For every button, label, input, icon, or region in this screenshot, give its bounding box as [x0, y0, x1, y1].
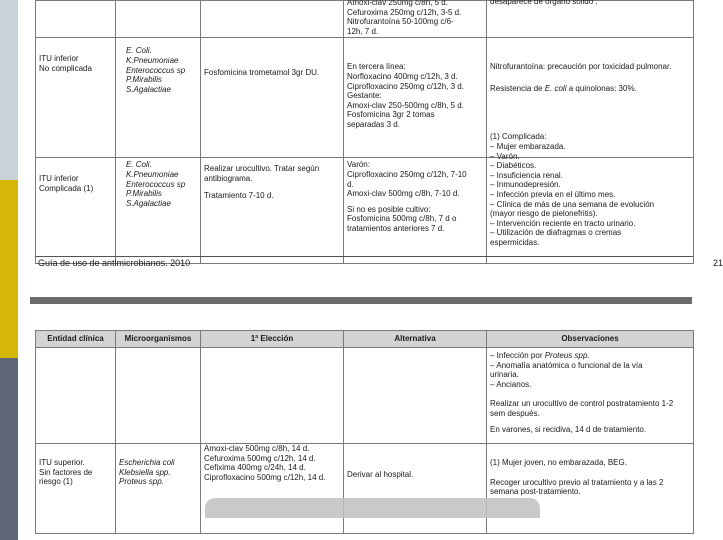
sidebar-band-bottom — [0, 358, 18, 540]
page-footer — [35, 256, 723, 269]
cell-micro — [116, 348, 201, 444]
cell-obs — [487, 132, 694, 264]
cell-alt — [344, 444, 487, 534]
text-run: – Infección por — [490, 351, 545, 360]
list-item: – Clínica de más de una semana de evolución — [490, 199, 655, 209]
cell-first — [201, 1, 344, 38]
list-item: (mayor riesgo de pielonefritis). — [490, 209, 598, 219]
cell-alt — [344, 158, 487, 264]
cell-micro — [116, 444, 201, 534]
text-line: E. Coli. — [126, 160, 152, 170]
list-item: – Varón. — [490, 151, 520, 161]
table-row — [36, 158, 694, 264]
text-line: P.Mirabilis — [126, 189, 162, 199]
slide-sidebar — [0, 0, 18, 540]
text-line: ITU inferior — [39, 54, 79, 64]
text-line: Recoger urocultivo previo al tratamiento y a las 2 semana post-tratamiento. — [490, 477, 664, 497]
list-item: – Anomalía anatómica o funcional de la vía — [490, 360, 643, 370]
text-line: Si no es posible cultivo: — [347, 204, 431, 214]
text-run: a quinolonas: 30%. — [566, 83, 637, 93]
cell-micro — [116, 158, 201, 264]
text-line: Complicada (1) — [39, 183, 94, 193]
text-line: (1) Mujer joven, no embarazada, BEG. — [490, 458, 627, 467]
cell-entity — [36, 38, 116, 158]
list-item: – Diabéticos. — [490, 161, 537, 171]
text-line: Enterococcus sp — [126, 179, 186, 189]
text-line: Amoxi-clav 500mg c/8h, 14 d. — [204, 444, 310, 453]
column-header: Alternativa — [344, 331, 487, 348]
text-line: Tratamiento 7-10 d. — [204, 190, 274, 200]
cell-obs — [487, 1, 694, 38]
text-line: Cefuroxima 500mg c/12h, 14 d. — [204, 453, 316, 463]
page-number: 21 — [712, 258, 723, 268]
text-line: (1) Complicada: — [490, 132, 547, 142]
text-line: Klebsiella spp. — [119, 467, 171, 477]
text-line: Sin factores de — [39, 467, 93, 477]
text-line: 12h, 7 d. — [347, 26, 379, 36]
text-line: K.Pneumoniae — [126, 169, 179, 179]
cell-obs — [487, 444, 694, 534]
list-item: – Utilización de diafragmas o cremas — [490, 228, 622, 238]
text-line: P.Mirabilis — [126, 75, 162, 85]
page-separator — [30, 297, 692, 304]
text-line: desaparece de órgano sólido . — [490, 0, 598, 6]
list-item: – Inmunodepresión. — [490, 180, 561, 190]
text-line: Derivar al hospital. — [347, 470, 414, 479]
text-line: Norfloxacino 400mg c/12h, 3 d. — [347, 71, 458, 81]
text-line: ITU inferior — [39, 174, 79, 184]
table-header-row — [36, 331, 694, 348]
scroll-indicator — [205, 498, 540, 518]
list-item: espermicidas. — [490, 237, 540, 247]
cell-entity — [36, 1, 116, 38]
text-line: Amoxi-clav 250-500mg c/8h, 5 d. — [347, 100, 464, 110]
list-item — [490, 351, 690, 361]
list-item: – Ancianos. — [490, 379, 532, 389]
cell-first — [201, 348, 344, 444]
list-item: – Infección previa en el último mes. — [490, 189, 616, 199]
text-line: Cefuroxima 250mg c/12h, 3-5 d. — [347, 7, 462, 17]
text-line: Fosfomicina 3gr 2 tomas — [347, 110, 435, 120]
text-line: separadas 3 d. — [347, 119, 400, 129]
cell-micro — [116, 1, 201, 38]
text-line: Cefixima 400mg c/24h, 14 d. — [204, 463, 306, 473]
list-item: – Mujer embarazada. — [490, 141, 566, 151]
column-header: 1ª Elección — [201, 331, 344, 348]
cell-first — [201, 38, 344, 158]
table-row — [36, 1, 694, 38]
cell-entity — [36, 444, 116, 534]
text-line: Gestante: — [347, 91, 382, 101]
text-line: riesgo (1) — [39, 477, 73, 487]
text-line: Escherichia coli — [119, 458, 175, 467]
text-line: En varones, si recidiva, 14 d de tratamiento. — [490, 424, 647, 434]
text-line: Varón: — [347, 160, 370, 170]
text-line: Amoxi-clav 500mg c/8h, 7-10 d. — [347, 189, 460, 199]
cell-first — [201, 444, 344, 534]
sidebar-band-middle — [0, 180, 18, 358]
table-row — [36, 348, 694, 444]
text-line: Ciprofloxacino 250mg c/12h, 3 d. — [347, 81, 464, 91]
text-line: Enterococcus sp — [126, 65, 186, 75]
text-line: Fosfomicina 500mg c/8h, 7 d o — [347, 214, 457, 224]
text-line: Ciprofloxacino 500mg c/12h, 14 d. — [204, 472, 326, 482]
column-header: Microorganismos — [116, 331, 201, 348]
list-item: – Intervención reciente en tracto urinario. — [490, 218, 636, 228]
text-line: ITU superior. — [39, 458, 85, 467]
footer-title: Guía de uso de antimicrobianos. 2010 — [38, 258, 191, 268]
cell-micro — [116, 38, 201, 158]
list-item: – Insuficiencia renal. — [490, 170, 563, 180]
cell-entity — [36, 158, 116, 264]
text-run: E. coli — [544, 83, 567, 93]
text-line: Realizar un urocultivo de control postratamiento 1-2 sem después. — [490, 399, 674, 418]
text-run: Proteus spp. — [544, 351, 590, 360]
text-line: K.Pneumoniae — [126, 55, 179, 65]
cell-entity — [36, 348, 116, 444]
text-line: Proteus spp. — [119, 477, 164, 487]
text-line: Ciprofloxacino 250mg c/12h, 7-10 — [347, 169, 467, 179]
cell-alt — [344, 348, 487, 444]
cell-obs — [487, 348, 694, 444]
text-line: Realizar urocultivo. Tratar según antibiograma. — [204, 164, 320, 183]
text-line: tratamientos anteriores 7 d. — [347, 223, 445, 233]
text-run: Resistencia de — [490, 83, 545, 93]
text-line: E. Coli. — [126, 46, 152, 56]
text-line: No complicada — [39, 63, 92, 73]
table-row — [36, 444, 694, 534]
text-line: Nitrofurantoína 50-100mg c/6- — [347, 17, 454, 27]
top-table — [35, 0, 694, 264]
text-line: S.Agalactiae — [126, 84, 171, 94]
text-line: S.Agalactiae — [126, 198, 171, 208]
cell-alt — [344, 1, 487, 38]
text-line: Nitrofurantoína: precaución por toxicidad pulmonar. — [490, 62, 672, 72]
cell-alt — [344, 38, 487, 158]
text-line — [490, 84, 690, 94]
column-header: Entidad clínica — [36, 331, 116, 348]
column-header: Observaciones — [487, 331, 694, 348]
text-line: d. — [347, 179, 354, 189]
text-line: Fosfomicina trometamol 3gr DU. — [204, 68, 320, 78]
text-line: En tercera línea: — [347, 62, 406, 72]
top-page-fragment — [35, 0, 723, 272]
text-line: Amoxi-clav 250mg c/8h, 5 d. — [347, 0, 448, 7]
cell-first — [201, 158, 344, 264]
sidebar-band-top — [0, 0, 18, 180]
list-item: urinaria. — [490, 370, 519, 380]
